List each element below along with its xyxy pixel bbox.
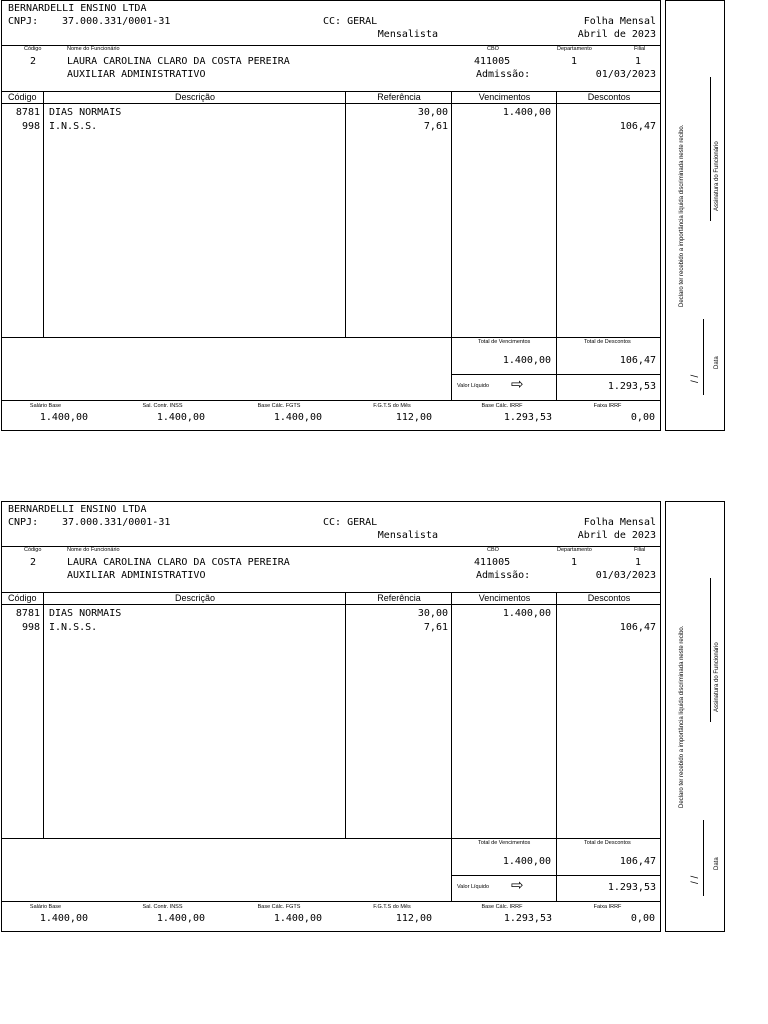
divider [451,875,661,876]
admission-date: 01/03/2023 [595,570,656,581]
payslip [0,501,768,935]
payslip-period: Abril de 2023 [577,29,656,40]
base-value: 112,00 [395,412,432,423]
cnpj-label: CNPJ: [8,16,39,27]
total-descontos-label: Total de Descontos [584,840,631,846]
cost-center: CC: GERAL [323,517,378,528]
employee-role: AUXILIAR ADMINISTRATIVO [67,570,206,581]
base-label: Salário Base [29,904,62,910]
codigo-label: Código [24,46,42,52]
filial-label: Filial [634,547,646,553]
row-referencia: 30,00 [417,608,448,619]
department-value: 1 [571,56,578,67]
col-header-referencia: Referência [377,92,421,102]
row-descricao: I.N.S.S. [49,622,98,633]
col-header-referencia: Referência [377,593,421,603]
codigo-label: Código [24,547,42,553]
total-vencimentos-value: 1.400,00 [502,355,551,366]
company-name: BERNARDELLI ENSINO LTDA [8,504,147,515]
signature-label: Assinatura do Funcionário [714,141,720,211]
payslip-title: Folha Mensal [583,16,656,27]
cbo-value: 411005 [474,56,511,67]
base-value: 1.400,00 [273,412,322,423]
row-codigo: 998 [21,121,40,132]
cnpj-label: CNPJ: [8,517,39,528]
col-header-codigo: Código [8,92,37,102]
col-header-vencimentos: Vencimentos [478,593,531,603]
base-label: Base Cálc. IRRF [481,904,523,910]
base-label: Sal. Contr. INSS [142,403,183,409]
cnpj-value: 37.000.331/0001-31 [62,517,171,528]
col-divider [451,592,452,901]
base-value: 0,00 [630,913,655,924]
employee-role: AUXILIAR ADMINISTRATIVO [67,69,206,80]
cnpj-value: 37.000.331/0001-31 [62,16,171,27]
payslip-title: Folha Mensal [583,517,656,528]
base-value: 1.293,53 [503,412,552,423]
nome-label: Nome do Funcionário [67,46,120,52]
base-label: F.G.T.S do Mês [373,904,411,910]
col-divider [556,592,557,901]
base-label: Salário Base [29,403,62,409]
date-label: Data [714,857,720,870]
base-value: 1.400,00 [39,412,88,423]
row-vencimentos: 1.400,00 [502,107,551,118]
row-vencimentos: 1.400,00 [502,608,551,619]
base-label: Base Cálc. FGTS [257,403,301,409]
admission-date: 01/03/2023 [595,69,656,80]
arrow-right-icon: ⇨ [511,876,524,894]
employee-type: Mensalista [377,530,438,541]
date-slashes: / / [690,374,701,383]
declaration-text: Declaro ter recebido a importância líquida discriminada neste recibo. [679,124,685,307]
cbo-label: CBO [487,547,499,553]
total-descontos-value: 106,47 [619,355,656,366]
base-value: 1.400,00 [39,913,88,924]
valor-liquido-value: 1.293,53 [607,882,656,893]
base-label: Faixa IRRF [593,403,622,409]
col-header-descricao: Descrição [174,593,215,603]
declaration-text: Declaro ter recebido a importância líquida discriminada neste recibo. [679,625,685,808]
valor-liquido-label: Valor Líquido [457,383,490,389]
signature-line [710,77,711,221]
departamento-label: Departamento [557,46,592,52]
employee-code: 2 [30,56,37,67]
employee-name: LAURA CAROLINA CLARO DA COSTA PEREIRA [67,56,290,67]
divider [1,838,661,839]
col-header-codigo: Código [8,593,37,603]
date-label: Data [714,356,720,369]
base-label: Sal. Contr. INSS [142,904,183,910]
signature-line [710,578,711,722]
signature-stub [665,501,725,932]
row-referencia: 7,61 [423,121,448,132]
payslip [0,0,768,434]
row-descricao: DIAS NORMAIS [49,107,122,118]
base-label: Faixa IRRF [593,904,622,910]
cbo-value: 411005 [474,557,511,568]
date-slashes: / / [690,875,701,884]
row-descricao: I.N.S.S. [49,121,98,132]
col-divider [43,592,44,838]
col-divider [345,592,346,838]
base-value: 112,00 [395,913,432,924]
row-descontos: 106,47 [619,121,656,132]
date-line [703,820,704,896]
row-codigo: 8781 [15,608,40,619]
admission-label: Admissão: [476,570,531,581]
cbo-label: CBO [487,46,499,52]
base-value: 1.293,53 [503,913,552,924]
date-line [703,319,704,395]
company-name: BERNARDELLI ENSINO LTDA [8,3,147,14]
base-label: Base Cálc. IRRF [481,403,523,409]
divider [1,337,661,338]
row-codigo: 8781 [15,107,40,118]
arrow-right-icon: ⇨ [511,375,524,393]
employee-type: Mensalista [377,29,438,40]
col-divider [345,91,346,337]
total-descontos-label: Total de Descontos [584,339,631,345]
department-value: 1 [571,557,578,568]
total-descontos-value: 106,47 [619,856,656,867]
base-value: 1.400,00 [273,913,322,924]
cost-center: CC: GERAL [323,16,378,27]
valor-liquido-value: 1.293,53 [607,381,656,392]
total-vencimentos-label: Total de Vencimentos [478,339,531,345]
admission-label: Admissão: [476,69,531,80]
base-value: 1.400,00 [156,913,205,924]
signature-label: Assinatura do Funcionário [714,642,720,712]
base-value: 0,00 [630,412,655,423]
branch-value: 1 [635,56,642,67]
employee-name: LAURA CAROLINA CLARO DA COSTA PEREIRA [67,557,290,568]
row-descricao: DIAS NORMAIS [49,608,122,619]
row-referencia: 30,00 [417,107,448,118]
col-divider [43,91,44,337]
divider [451,374,661,375]
valor-liquido-label: Valor Líquido [457,884,490,890]
payslip-period: Abril de 2023 [577,530,656,541]
divider [1,901,661,902]
base-label: Base Cálc. FGTS [257,904,301,910]
row-referencia: 7,61 [423,622,448,633]
row-codigo: 998 [21,622,40,633]
row-descontos: 106,47 [619,622,656,633]
employee-code: 2 [30,557,37,568]
col-header-descontos: Descontos [587,593,631,603]
col-divider [556,91,557,400]
filial-label: Filial [634,46,646,52]
base-value: 1.400,00 [156,412,205,423]
col-header-vencimentos: Vencimentos [478,92,531,102]
divider [1,400,661,401]
total-vencimentos-value: 1.400,00 [502,856,551,867]
col-header-descricao: Descrição [174,92,215,102]
departamento-label: Departamento [557,547,592,553]
col-divider [451,91,452,400]
total-vencimentos-label: Total de Vencimentos [478,840,531,846]
signature-stub [665,0,725,431]
branch-value: 1 [635,557,642,568]
nome-label: Nome do Funcionário [67,547,120,553]
base-label: F.G.T.S do Mês [373,403,411,409]
col-header-descontos: Descontos [587,92,631,102]
